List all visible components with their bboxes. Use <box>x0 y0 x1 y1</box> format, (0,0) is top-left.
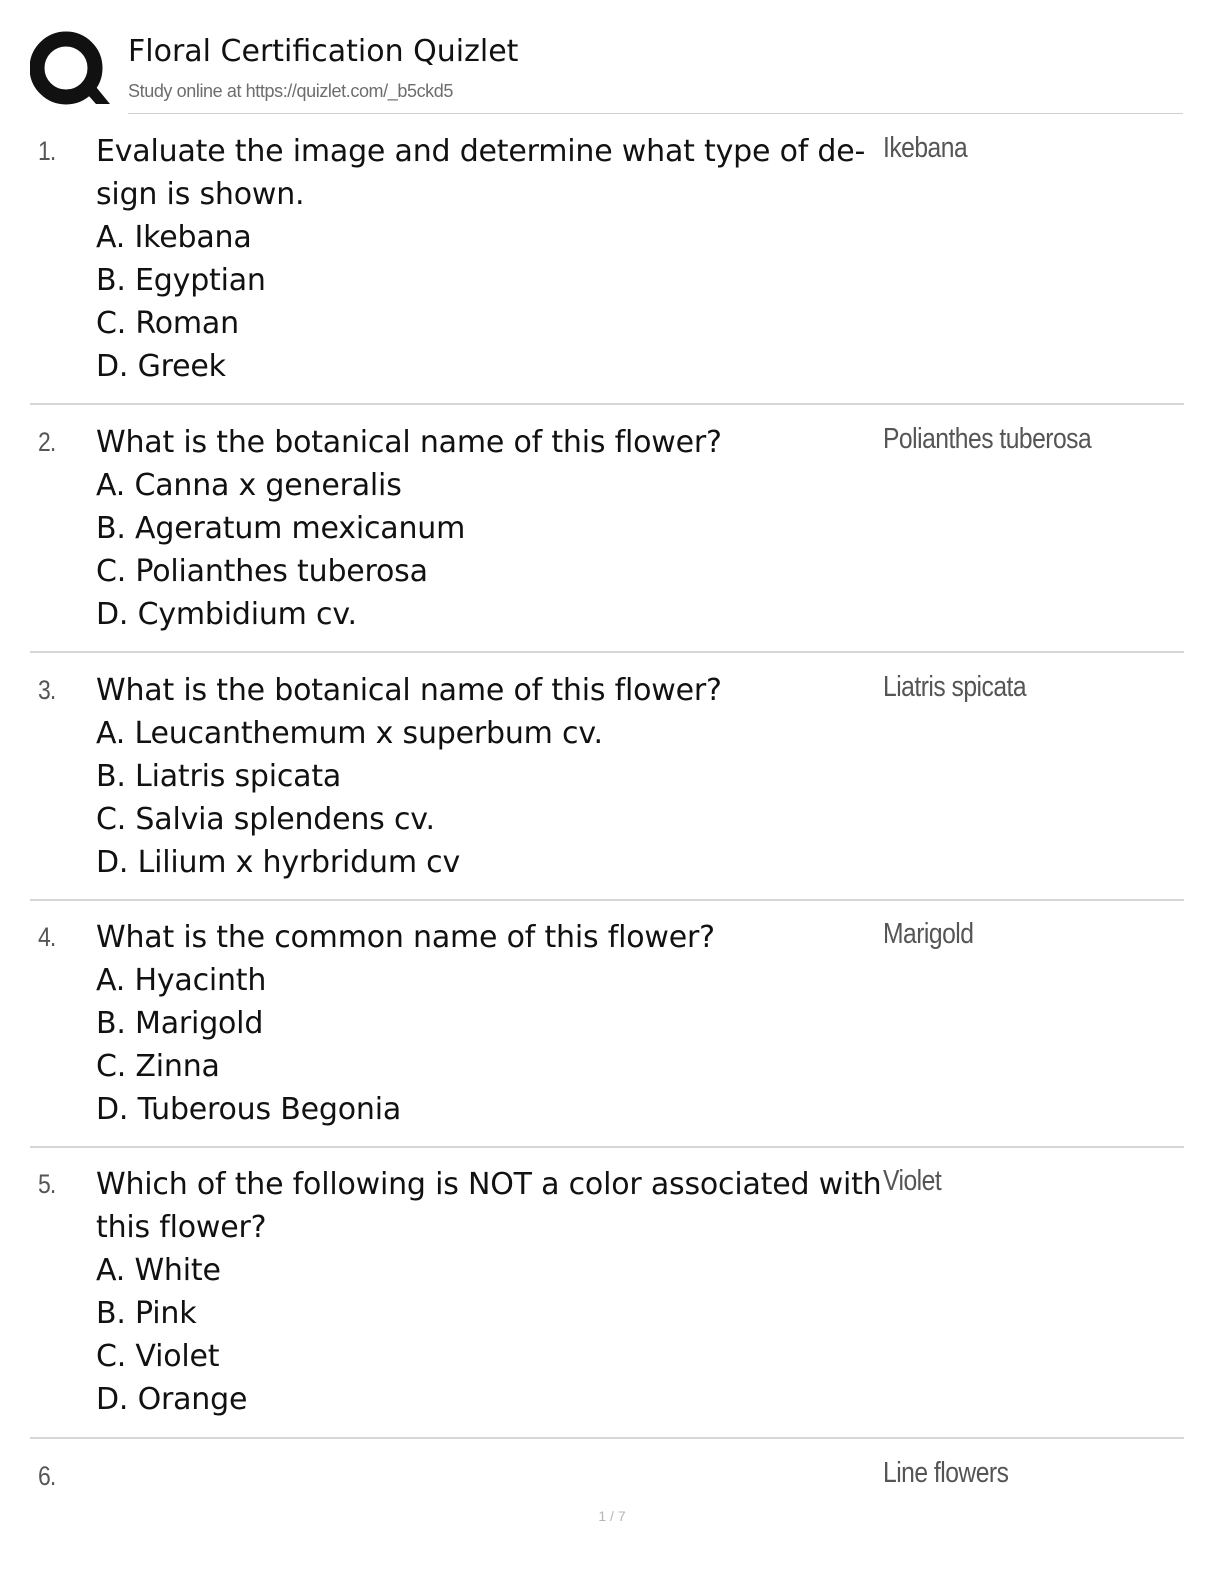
header-divider <box>128 113 1183 114</box>
answer-option: D. Lilium x hyrbridum cv <box>96 845 461 880</box>
card-answer: Marigold <box>883 918 974 950</box>
answer-option: A. Ikebana <box>96 220 252 255</box>
card-question <box>96 669 886 884</box>
question-line: sign is shown. <box>96 177 305 212</box>
card-question <box>96 130 886 388</box>
card-number: 5. <box>38 1169 56 1199</box>
flashcard <box>30 118 1184 405</box>
answer-option: A. Hyacinth <box>96 963 267 998</box>
card-number: 2. <box>38 427 56 457</box>
question-line: Which of the following is NOT a color associated with <box>96 1167 882 1202</box>
answer-option: D. Orange <box>96 1382 248 1417</box>
question-line: What is the botanical name of this flower? <box>96 673 722 708</box>
answer-option: B. Marigold <box>96 1006 264 1041</box>
card-answer: Line flowers <box>883 1457 1009 1489</box>
card-answer: Polianthes tuberosa <box>883 423 1092 455</box>
card-number: 3. <box>38 675 56 705</box>
answer-option: C. Roman <box>96 306 239 341</box>
page-title: Floral Certification Quizlet <box>128 34 519 69</box>
answer-option: A. White <box>96 1253 221 1288</box>
answer-option: B. Egyptian <box>96 263 266 298</box>
answer-option: C. Salvia splendens cv. <box>96 802 435 837</box>
question-line: this flower? <box>96 1210 267 1245</box>
card-number: 6. <box>38 1461 56 1491</box>
answer-option: D. Greek <box>96 349 226 384</box>
flashcard <box>30 904 1184 1148</box>
card-number: 1. <box>38 136 56 166</box>
answer-option: A. Canna x generalis <box>96 468 402 503</box>
page-number: 1 / 7 <box>598 1508 626 1524</box>
card-answer: Violet <box>883 1165 942 1197</box>
card-divider <box>30 403 1184 405</box>
card-divider <box>30 651 1184 653</box>
answer-option: C. Polianthes tuberosa <box>96 554 428 589</box>
card-divider <box>30 1146 1184 1148</box>
answer-option: D. Tuberous Begonia <box>96 1092 402 1127</box>
answer-option: B. Pink <box>96 1296 197 1331</box>
card-question <box>96 1163 886 1421</box>
flashcard <box>30 1443 1184 1503</box>
card-divider <box>30 1437 1184 1439</box>
card-answer: Ikebana <box>883 132 968 164</box>
quizlet-logo-icon <box>30 30 110 110</box>
answer-option: D. Cymbidium cv. <box>96 597 357 632</box>
card-divider <box>30 899 1184 901</box>
study-online-link[interactable]: Study online at https://quizlet.com/_b5ckd5 <box>128 81 454 101</box>
card-answer: Liatris spicata <box>883 671 1027 703</box>
flashcard <box>30 1151 1184 1439</box>
flashcard <box>30 657 1184 901</box>
answer-option: C. Violet <box>96 1339 220 1374</box>
question-line: Evaluate the image and determine what type of de- <box>96 134 866 169</box>
card-number: 4. <box>38 922 56 952</box>
flashcard <box>30 409 1184 653</box>
question-line: What is the botanical name of this flower? <box>96 425 722 460</box>
card-question <box>96 916 886 1131</box>
answer-option: A. Leucanthemum x superbum cv. <box>96 716 603 751</box>
answer-option: C. Zinna <box>96 1049 220 1084</box>
card-question <box>96 421 886 636</box>
question-line: What is the common name of this flower? <box>96 920 715 955</box>
answer-option: B. Liatris spicata <box>96 759 342 794</box>
answer-option: B. Ageratum mexicanum <box>96 511 466 546</box>
